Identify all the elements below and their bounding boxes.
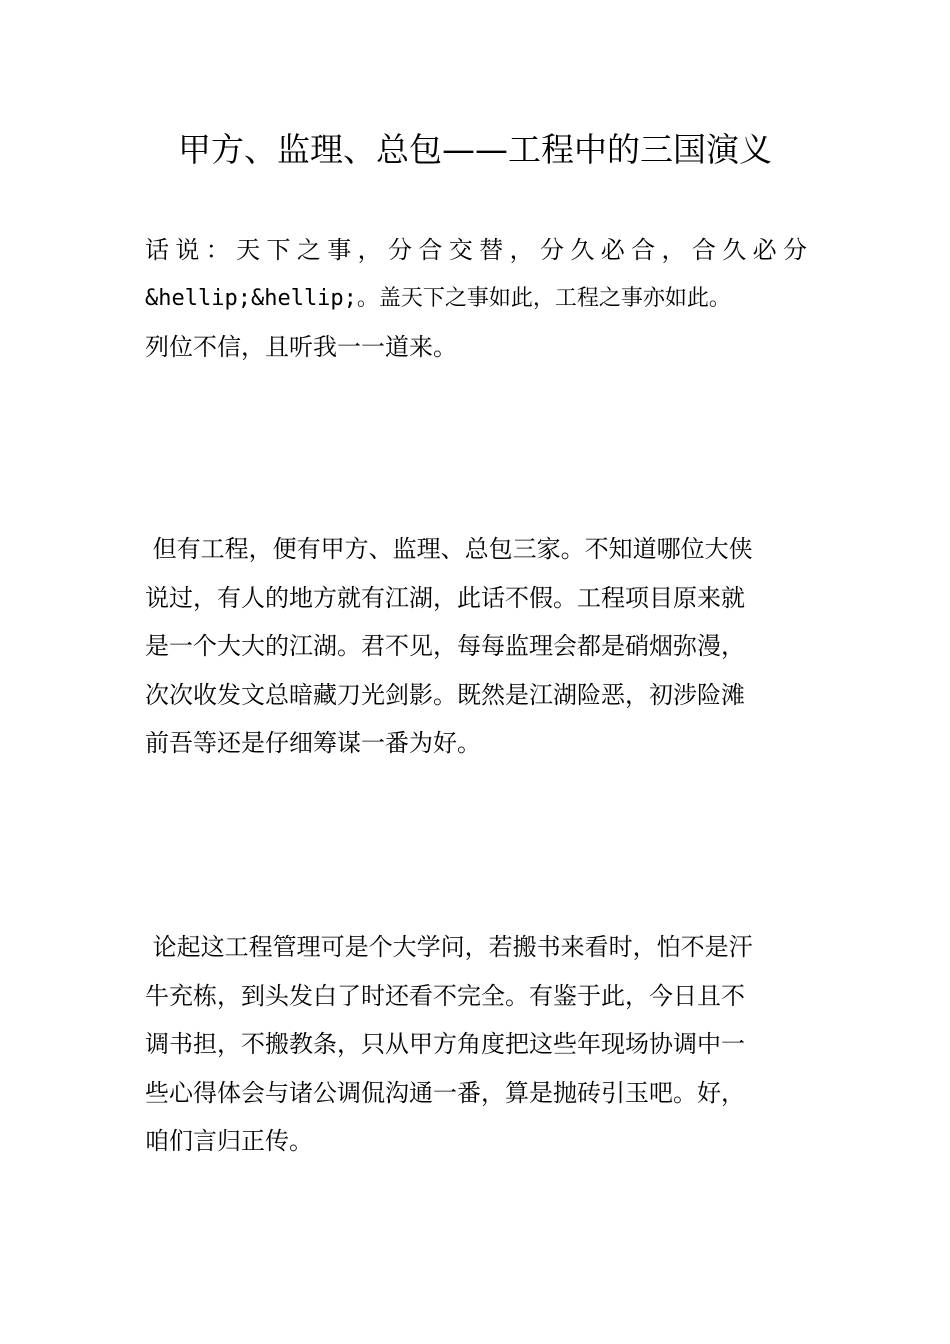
paragraph-line: 话说：天下之事，分合交替，分久必合，合久必分 — [145, 236, 807, 264]
paragraph-line: 次次收发文总暗藏刀光剑影。既然是江湖险恶，初涉险滩 — [145, 680, 745, 709]
paragraph-line: 是一个大大的江湖。君不见，每每监理会都是硝烟弥漫， — [145, 632, 745, 660]
paragraph-line: 列位不信，且听我一一道来。 — [145, 333, 457, 361]
paragraph-line: 咱们言归正传。 — [145, 1127, 313, 1155]
paragraph-line: 但有工程，便有甲方、监理、总包三家。不知道哪位大侠 — [145, 535, 753, 563]
paragraph-line: 调书担，不搬教条，只从甲方角度把这些年现场协调中一 — [145, 1030, 745, 1058]
paragraph-3 — [145, 923, 807, 1166]
paragraph-2 — [145, 525, 807, 768]
paragraph-line: 论起这工程管理可是个大学问，若搬书来看时，怕不是汗 — [145, 933, 753, 961]
paragraph-line: 说过，有人的地方就有江湖，此话不假。工程项目原来就 — [145, 583, 745, 612]
document-title: 甲方、监理、总包——工程中的三国演义 — [178, 130, 772, 169]
paragraph-line: 些心得体会与诸公调侃沟通一番，算是抛砖引玉吧。好， — [145, 1078, 745, 1107]
paragraph-line: 前吾等还是仔细筹谋一番为好。 — [145, 729, 481, 757]
paragraph-line: &hellip;&hellip;。盖天下之事如此，工程之事亦如此。 — [145, 285, 731, 311]
paragraph-line: 牛充栋，到头发白了时还看不完全。有鉴于此，今日且不 — [145, 981, 745, 1010]
paragraph-1 — [145, 226, 807, 372]
